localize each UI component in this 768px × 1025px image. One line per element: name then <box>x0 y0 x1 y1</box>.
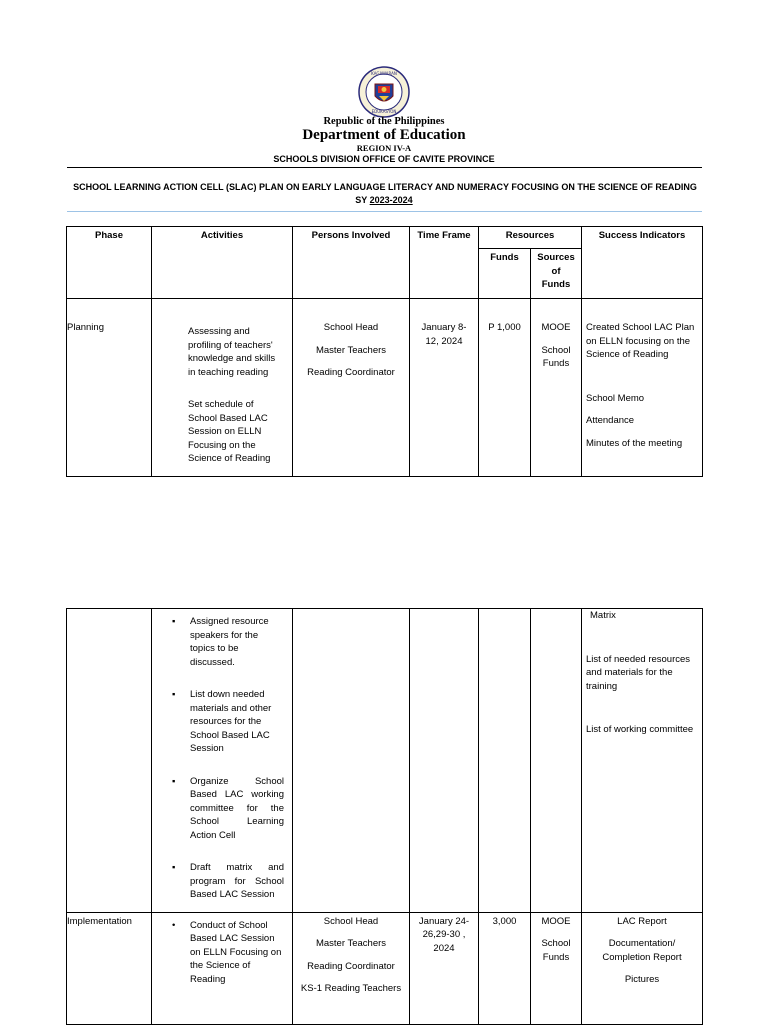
activities-header: Activities <box>152 227 293 299</box>
planning-persons: School Head Master Teachers Reading Coordinator <box>293 299 410 477</box>
implementation-funds: 3,000 <box>479 912 531 1024</box>
sources-header: Sources of Funds <box>531 249 582 299</box>
funds-header: Funds <box>479 249 531 299</box>
svg-text:EDUKASYON: EDUKASYON <box>371 109 397 114</box>
bullet-icon: ▪ <box>172 862 176 873</box>
planning-sources: MOOE School Funds <box>531 299 582 477</box>
planning-activity: Assessing and profiling of teachers' knowledge and skills in teaching reading <box>170 325 284 379</box>
continued-activity: ▪ Assigned resource speakers for the topics to be discussed. <box>172 616 269 668</box>
bullet-icon: • <box>172 919 176 931</box>
bullet-icon: ▪ <box>172 775 176 787</box>
header-rule <box>67 167 702 168</box>
phase-header: Phase <box>67 227 152 299</box>
svg-text:KAGAWARAN: KAGAWARAN <box>371 71 397 76</box>
implementation-persons: School Head Master Teachers Reading Coordinator KS-1 Reading Teachers <box>293 912 410 1024</box>
resources-header: Resources <box>479 227 582 249</box>
time-frame-header: Time Frame <box>410 227 479 299</box>
continued-activity: ▪ List down needed materials and other resources for the School Based LAC Session <box>172 689 272 754</box>
republic-line: Republic of the Philippines <box>323 116 445 127</box>
department-line: Department of Education <box>302 127 466 143</box>
continued-activity: ▪ Draft matrix and program for School Based LAC Session <box>172 862 284 900</box>
planning-row <box>67 299 703 477</box>
continued-activity: ▪ Organize School Based LAC working committee for the School Learning Action Cell <box>172 775 284 841</box>
planning-phase: Planning <box>67 299 152 477</box>
planning-continued-row <box>67 609 703 913</box>
implementation-time-frame: January 24-26,29-30 , 2024 <box>410 912 479 1024</box>
region-line: REGION IV-A <box>356 143 412 153</box>
division-line: SCHOOLS DIVISION OFFICE OF CAVITE PROVINCE <box>273 154 495 164</box>
school-year-value: 2023-2024 <box>369 195 413 205</box>
title-rule <box>67 211 702 212</box>
implementation-phase: Implementation <box>67 912 152 1024</box>
bullet-icon: ▪ <box>172 616 176 627</box>
slac-plan-table <box>66 226 703 477</box>
implementation-activities <box>152 912 293 1024</box>
continued-activities <box>152 609 293 913</box>
success-header: Success Indicators <box>582 227 703 299</box>
implementation-row <box>67 912 703 1024</box>
bullet-icon <box>170 398 188 466</box>
planning-funds: P 1,000 <box>479 299 531 477</box>
document-title: SCHOOL LEARNING ACTION CELL (SLAC) PLAN ON EARLY LANGUAGE LITERACY AND NUMERACY FOCUSING ON THE SCIENCE OF READING <box>73 182 697 192</box>
school-year <box>0 195 768 205</box>
deped-seal-logo <box>358 66 410 118</box>
bullet-icon <box>170 325 188 379</box>
planning-time-frame: January 8-12, 2024 <box>410 299 479 477</box>
implementation-success: LAC Report Documentation/ Completion Report Pictures <box>582 912 703 1024</box>
school-year-prefix: SY <box>355 195 370 205</box>
continued-success: Matrix List of needed resources and materials for the training List of working committee <box>582 609 703 913</box>
slac-plan-table-continued <box>66 608 703 1025</box>
implementation-sources: MOOE School Funds <box>531 912 582 1024</box>
planning-success: Created School LAC Plan on ELLN focusing on the Science of Reading School Memo Attendance Minutes of the meeting <box>582 299 703 477</box>
planning-activities <box>152 299 293 477</box>
implementation-activity: • Conduct of School Based LAC Session on ELLN Focusing on the Science of Reading <box>172 919 282 985</box>
bullet-icon: ▪ <box>172 689 176 700</box>
persons-header: Persons Involved <box>293 227 410 299</box>
planning-activity: Set schedule of School Based LAC Session on ELLN Focusing on the Science of Reading <box>170 398 284 466</box>
